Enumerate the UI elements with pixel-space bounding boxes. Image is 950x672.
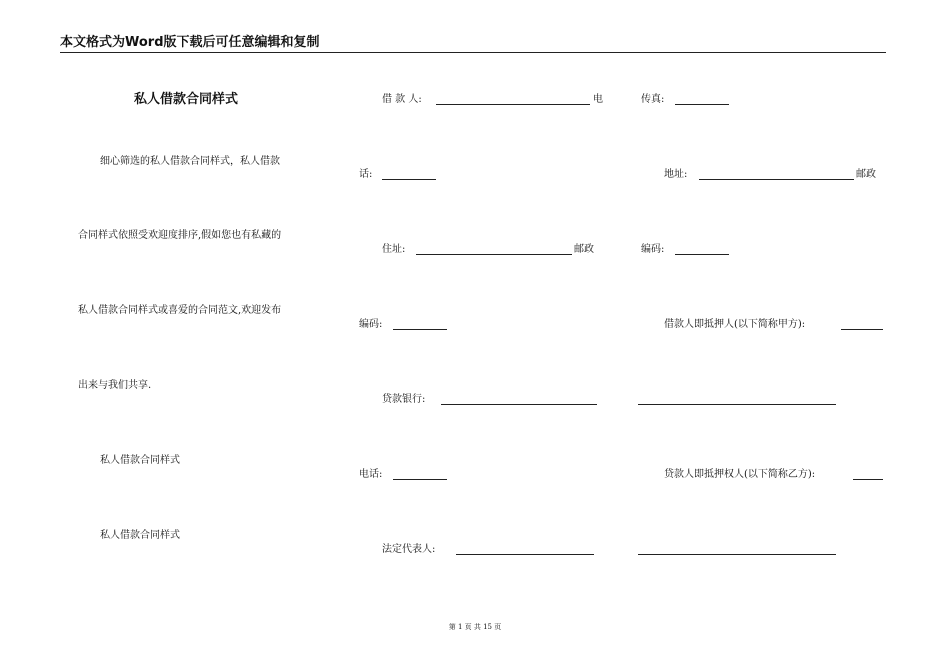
- residence-label: 住址:: [382, 244, 406, 255]
- phone-head-blank: [382, 179, 436, 180]
- phone-label: 电话:: [359, 469, 383, 480]
- document-header: 本文格式为Word版下载后可任意编辑和复制: [60, 34, 886, 53]
- phone-tail-label: 电: [593, 94, 603, 105]
- document-title: 私人借款合同样式: [134, 92, 239, 107]
- paragraph-line-2: 合同样式依照受欢迎度排序,假如您也有私藏的: [78, 230, 282, 241]
- lending-bank-blank: [441, 404, 597, 405]
- paragraph-line-4: 出来与我们共享.: [78, 380, 152, 391]
- borrower-blank: [436, 104, 590, 105]
- postal-label-b: 邮政: [574, 244, 594, 255]
- residence-blank: [416, 254, 572, 255]
- legal-rep-extra-blank: [638, 554, 836, 555]
- borrower-label: 借 款 人:: [382, 94, 422, 105]
- mortgagee-blank: [853, 479, 883, 480]
- mortgagor-blank: [841, 329, 883, 330]
- postal-label-a: 邮政: [856, 169, 876, 180]
- address-label: 地址:: [664, 169, 688, 180]
- lending-bank-label: 贷款银行:: [382, 394, 426, 405]
- phone-blank: [393, 479, 447, 480]
- subheading-2: 私人借款合同样式: [100, 530, 180, 541]
- phone-head-label: 话:: [359, 169, 373, 180]
- subheading-1: 私人借款合同样式: [100, 455, 180, 466]
- code-label-b: 编码:: [359, 319, 383, 330]
- paragraph-line-3: 私人借款合同样式或喜爱的合同范文,欢迎发布: [78, 305, 282, 316]
- page-number: 第 1 页 共 15 页: [448, 623, 502, 631]
- lending-bank-extra-blank: [638, 404, 836, 405]
- code-blank-b: [393, 329, 447, 330]
- mortgagor-label: 借款人即抵押人(以下简称甲方):: [664, 319, 806, 330]
- legal-rep-label: 法定代表人:: [382, 544, 436, 555]
- code-label-a: 编码:: [641, 244, 665, 255]
- fax-label: 传真:: [641, 94, 665, 105]
- address-blank: [699, 179, 854, 180]
- code-blank-a: [675, 254, 729, 255]
- paragraph-line-1: 细心筛选的私人借款合同样式，私人借款: [100, 156, 280, 167]
- mortgagee-label: 贷款人即抵押权人(以下简称乙方):: [664, 469, 816, 480]
- fax-blank: [675, 104, 729, 105]
- legal-rep-blank: [456, 554, 594, 555]
